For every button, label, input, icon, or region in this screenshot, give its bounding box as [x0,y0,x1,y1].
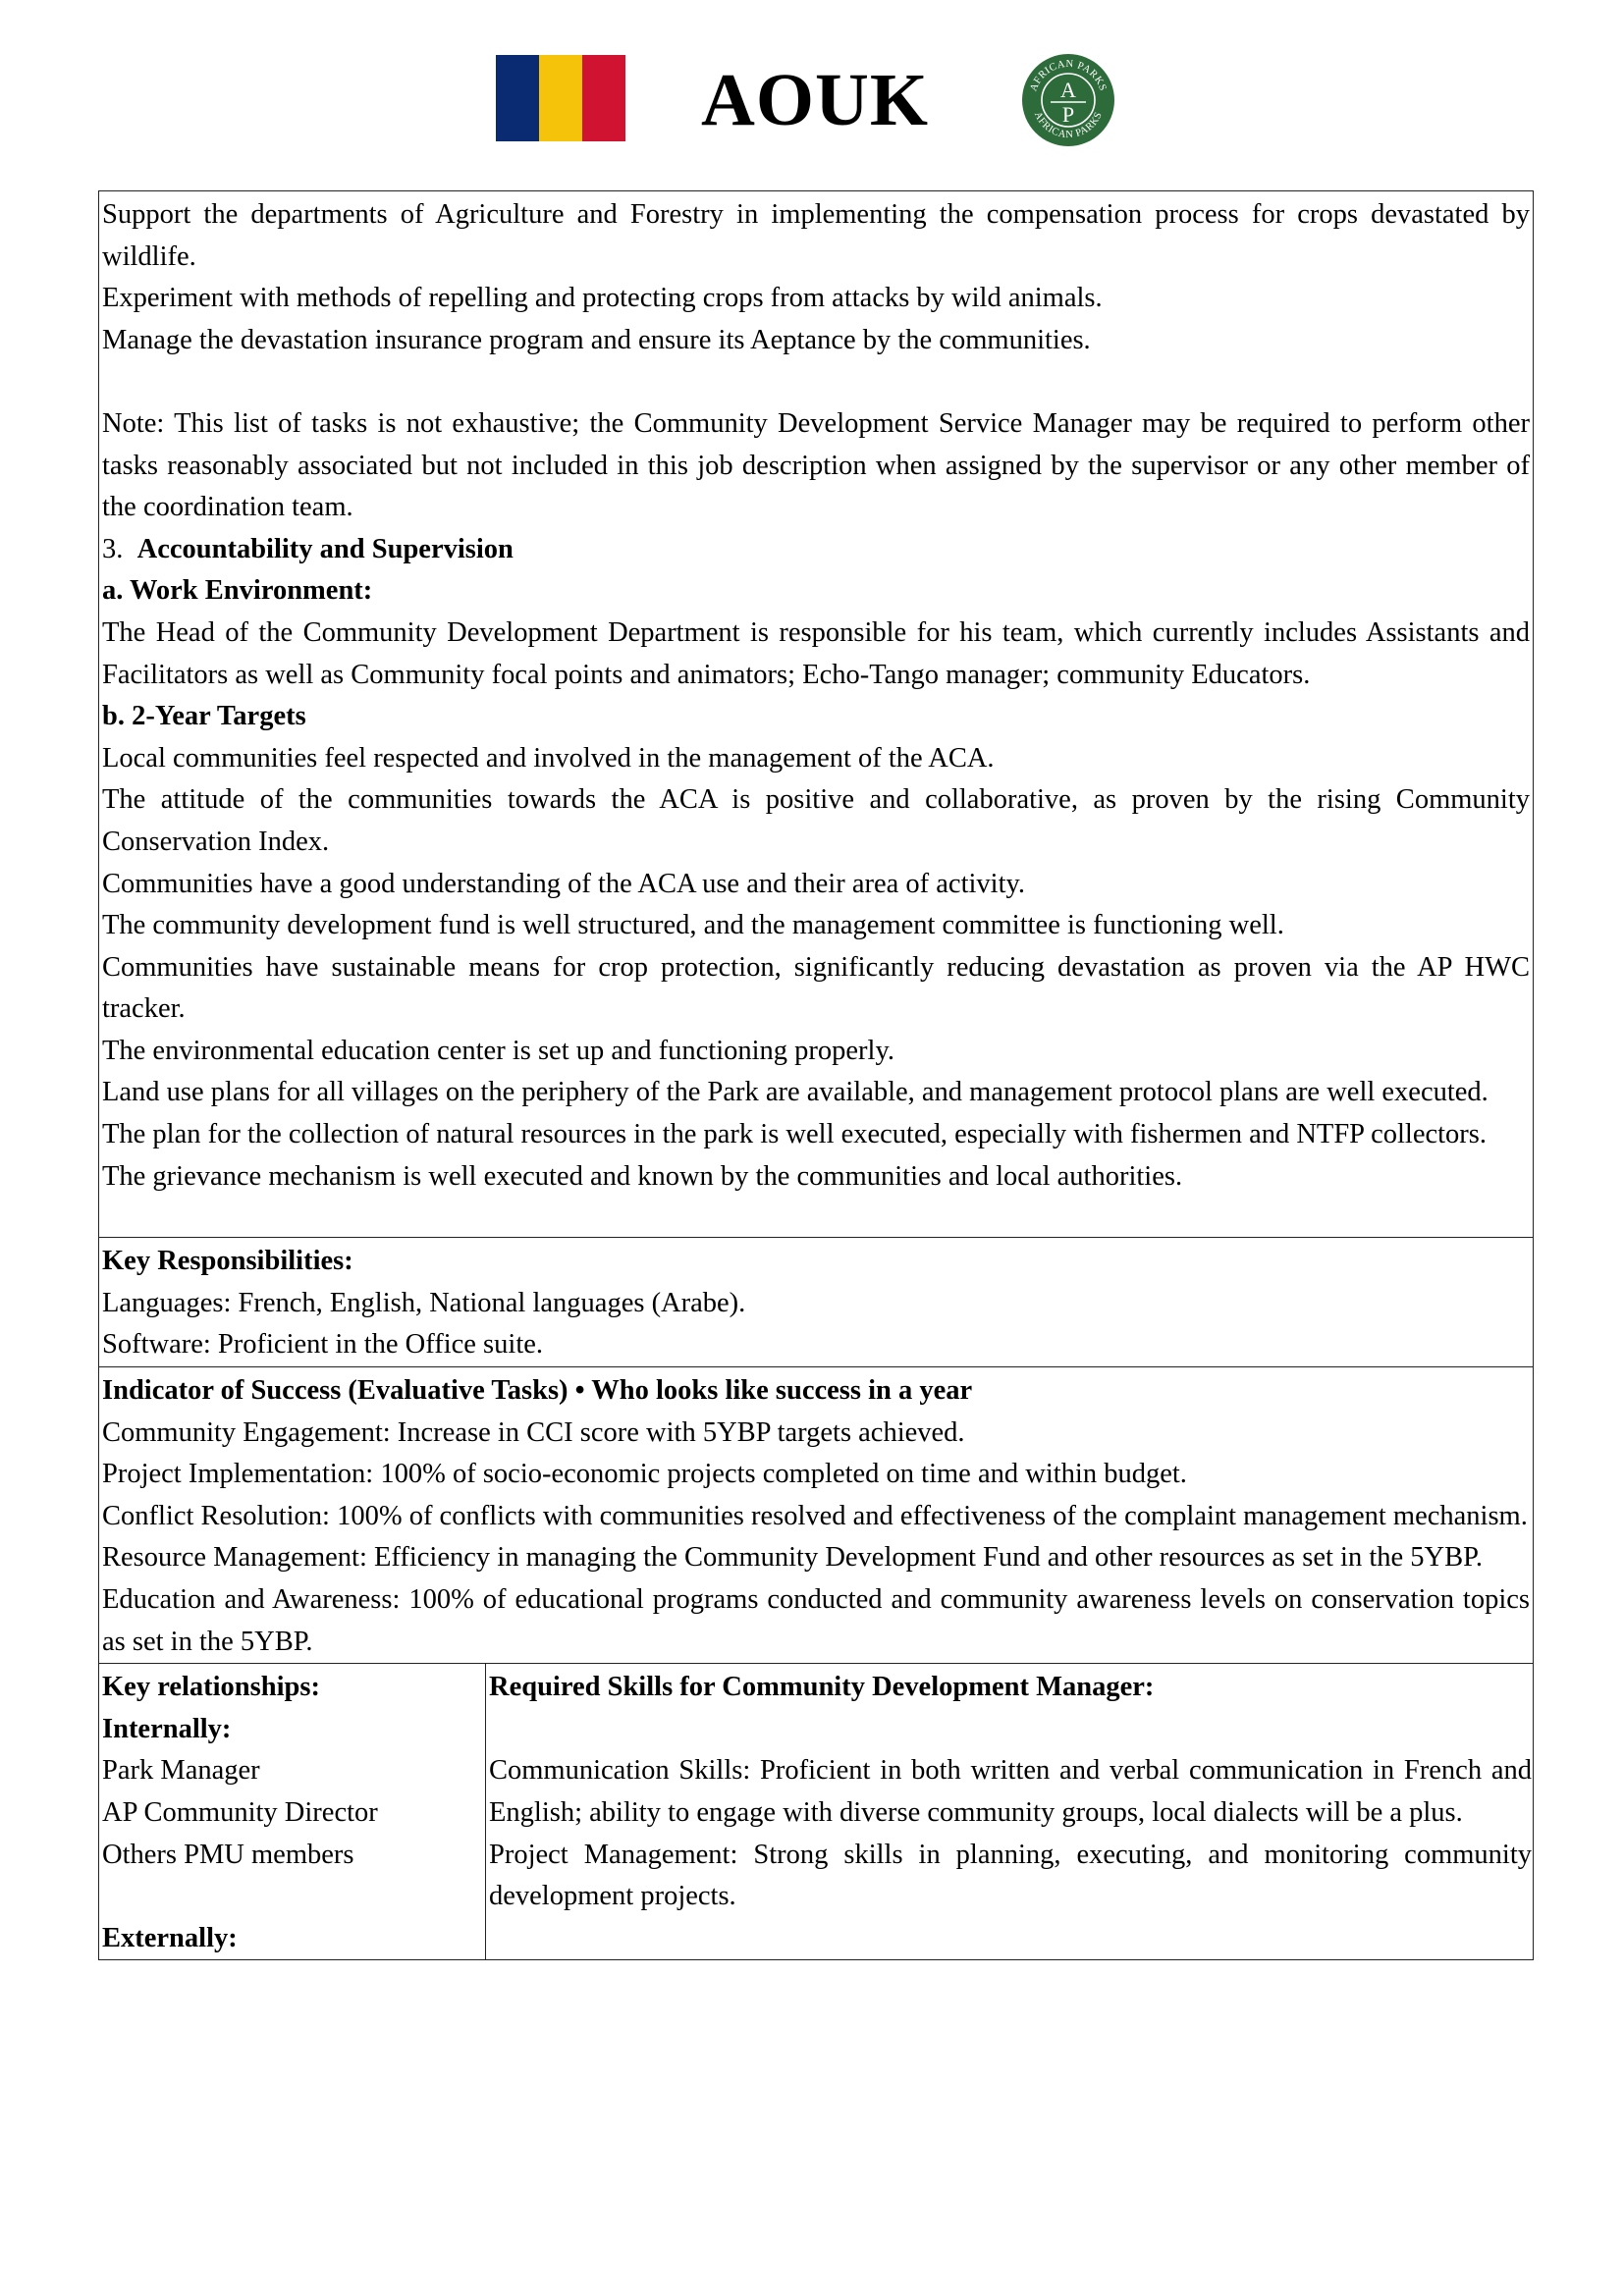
tasks-and-targets-section [98,190,1534,1237]
target-item: The attitude of the communities towards the ACA is positive and collaborative, as proven by the rising Community Conservation Index. [102,784,1530,857]
relationships-and-skills-section [98,1663,1534,1960]
section-title: Accountability and Supervision [136,533,514,564]
skill-item: Communication Skills: Proficient in both written and verbal communication in French and English; ability to engage with diverse community groups, local dialects will be a plus. [489,1755,1532,1828]
target-item: Land use plans for all villages on the periphery of the Park are available, and management protocol plans are well executed. [102,1077,1489,1108]
indicator-line: Conflict Resolution: 100% of conflicts with communities resolved and effectiveness of the complaint management mechanism. [102,1500,1528,1531]
internal-relationship: Park Manager [102,1755,260,1787]
required-skills-heading: Required Skills for Community Development Manager: [489,1672,1155,1703]
indicator-line: Education and Awareness: 100% of educational programs conducted and community awareness levels on conservation topics as set in the 5YBP. [102,1584,1530,1657]
required-skills-column [485,1664,1535,1959]
logo-bottom-text: AFRICAN PARKS [1031,110,1105,141]
logo-monogram-bottom: P [1061,102,1075,127]
target-item: The plan for the collection of natural resources in the park is well executed, especially with fishermen and NTFP collectors. [102,1119,1488,1150]
blank-line [102,1198,1530,1237]
section-3-heading [102,529,1530,571]
work-environment-heading: a. Work Environment: [102,575,373,607]
internally-heading: Internally: [102,1713,232,1744]
african-parks-logo [1021,53,1115,147]
indicator-line: Community Engagement: Increase in CCI score with 5YBP targets achieved. [102,1416,965,1448]
skill-item: Project Management: Strong skills in planning, executing, and monitoring community development projects. [489,1839,1532,1912]
task-line: Manage the devastation insurance program and ensure its Aeptance by the communities. [102,324,1091,355]
responsibility-line: Languages: French, English, National languages (Arabe). [102,1287,746,1318]
page-header [0,53,1624,147]
chad-flag [496,55,625,141]
internal-relationship: AP Community Director [102,1796,378,1828]
job-description-table [98,190,1534,1960]
blank-line [102,1876,482,1918]
externally-heading: Externally: [102,1922,238,1953]
logo-monogram-top: A [1060,78,1076,102]
key-relationships-column [99,1664,485,1959]
target-item: Communities have a good understanding of the ACA use and their area of activity. [102,868,1026,899]
target-item: Local communities feel respected and involved in the management of the ACA. [102,742,995,774]
indicator-line: Resource Management: Efficiency in managing the Community Development Fund and other resources as set in the 5YBP. [102,1542,1483,1574]
key-responsibilities-section [98,1237,1534,1366]
flag-yellow-stripe [539,55,582,141]
blank-line [102,361,1530,403]
key-responsibilities-heading: Key Responsibilities: [102,1246,353,1277]
responsibility-line: Software: Proficient in the Office suite. [102,1329,544,1361]
task-line: Experiment with methods of repelling and protecting crops from attacks by wild animals. [102,283,1103,314]
flag-red-stripe [582,55,625,141]
target-item: The environmental education center is set up and functioning properly. [102,1035,894,1066]
section-number: 3. [102,533,124,564]
internal-relationship: Others PMU members [102,1839,354,1870]
work-environment-text: The Head of the Community Development Department is responsible for his team, which currently includes Assistants and Facilitators as well as Community focal points and animators; Echo-Tango manager; community Educators. [102,616,1530,690]
flag-blue-stripe [496,55,539,141]
task-line: Support the departments of Agriculture and Forestry in implementing the compensation process for crops devastated by wildlife. [102,199,1530,272]
key-relationships-heading: Key relationships: [102,1672,320,1703]
target-item: Communities have sustainable means for crop protection, significantly reducing devastation as proven via the AP HWC tracker. [102,951,1530,1025]
blank-line [489,1709,1532,1751]
header-title: AOUK [701,59,929,141]
tasks-note: Note: This list of tasks is not exhaustive; the Community Development Service Manager may be required to perform other tasks reasonably associated but not included in this job description when assigned by the supervisor or any other member of the coordination team. [102,407,1530,523]
targets-heading: b. 2-Year Targets [102,701,306,732]
target-item: The grievance mechanism is well executed and known by the communities and local authorities. [102,1160,1183,1192]
logo-top-text: AFRICAN PARKS [1028,58,1109,93]
target-item: The community development fund is well structured, and the management committee is functioning well. [102,910,1284,941]
indicators-heading: Indicator of Success (Evaluative Tasks) • Who looks like success in a year [102,1375,973,1407]
indicator-line: Project Implementation: 100% of socio-economic projects completed on time and within budget. [102,1459,1187,1490]
indicators-of-success-section [98,1366,1534,1663]
